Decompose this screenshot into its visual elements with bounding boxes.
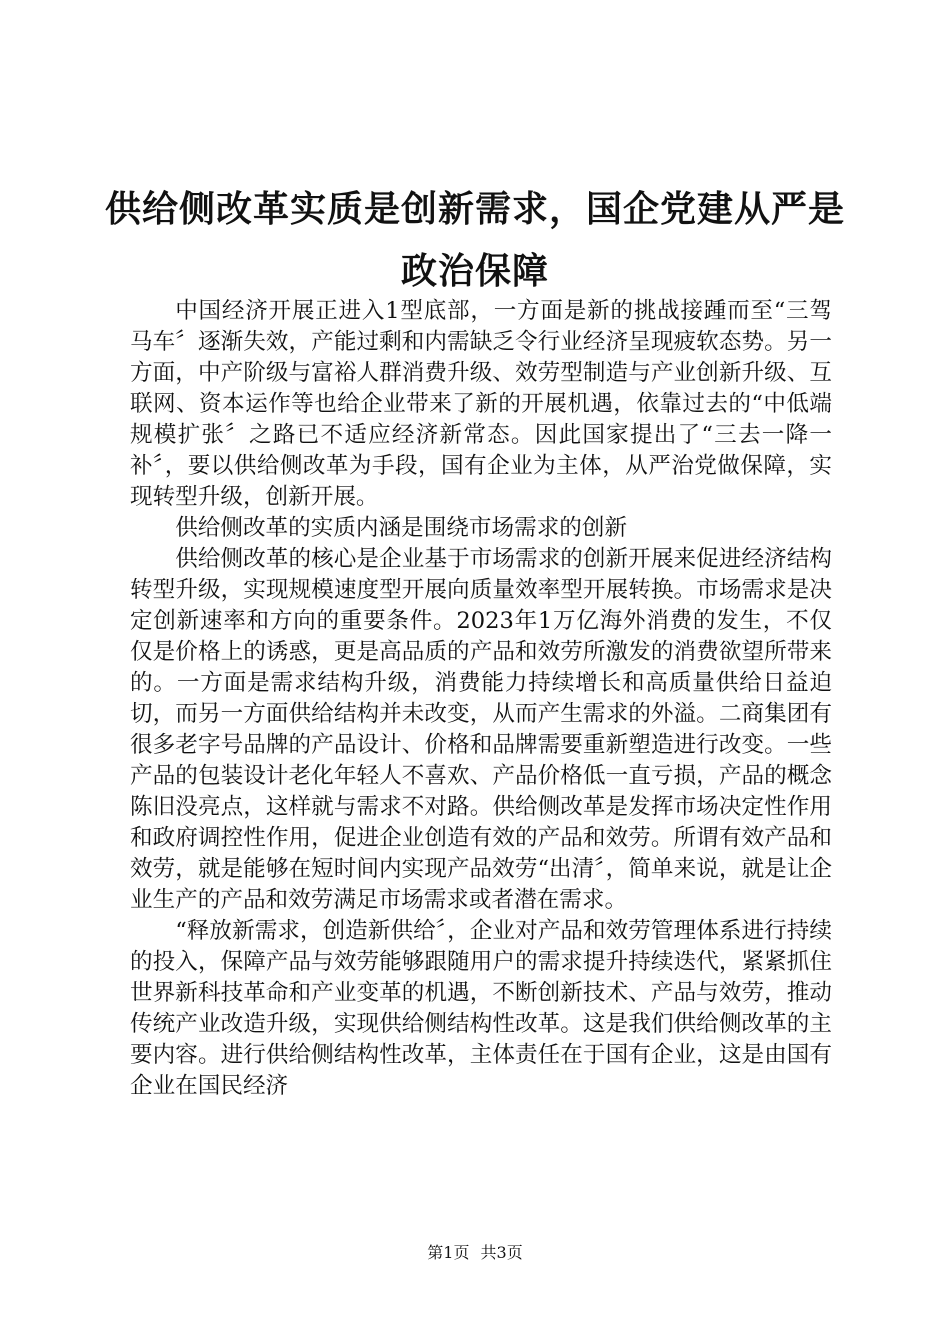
- paragraph-core: 供给侧改革的核心是企业基于市场需求的创新开展来促进经济结构转型升级，实现规模速度型开展向质量效率型开展转换。市场需求是决定创新速率和方向的重要条件。2023年1万亿海外消费的发生，不仅仅是价格上的诱惑，更是高品质的产品和效劳所激发的消费欲望所带来的。一方面是需求结构升级，消费能力持续增长和高质量供给日益迫切，而另一方面供给结构并未改变，从而产生需求的外溢。二商集团有很多老字号品牌的产品设计、价格和品牌需要重新塑造进行改变。一些产品的包装设计老化年轻人不喜欢、产品价格低一直亏损，产品的概念陈旧没亮点，这样就与需求不对路。供给侧改革是发挥市场决定性作用和政府调控性作用，促进企业创造有效的产品和效劳。所谓有效产品和效劳，就是能够在短时间内实现产品效劳“出清〞，简单来说，就是让企业生产的产品和效劳满足市场需求或者潜在需求。: [130, 546, 832, 913]
- page-total: 共3页: [480, 1243, 523, 1262]
- paragraph-supply: “释放新需求，创造新供给〞，企业对产品和效劳管理体系进行持续的投入，保障产品与效劳能够跟随用户的需求提升持续迭代，紧紧抓住世界新科技革命和产业变革的机遇，不断创新技术、产品与效劳，推动传统产业改造升级，实现供给侧结构性改革。这是我们供给侧改革的主要内容。进行供给侧结构性改革，主体责任在于国有企业，这是由国有企业在国民经济: [130, 918, 832, 1099]
- page-footer: [0, 1243, 950, 1263]
- section-heading: 供给侧改革的实质内涵是围绕市场需求的创新: [175, 515, 628, 541]
- paragraph-intro: 中国经济开展正进入1型底部，一方面是新的挑战接踵而至“三驾马车〞逐渐失效，产能过剩和内需缺乏令行业经济呈现疲软态势。另一方面，中产阶级与富裕人群消费升级、效劳型制造与产业创新升级、互联网、资本运作等也给企业带来了新的开展机遇，依靠过去的“中低端规模扩张〞之路已不适应经济新常态。因此国家提出了“三去一降一补〞，要以供给侧改革为手段，国有企业为主体，从严治党做保障，实现转型升级，创新开展。: [130, 298, 832, 510]
- document-body: [130, 296, 832, 1102]
- page-title: 供给侧改革实质是创新需求，国企党建从严是政治保障: [104, 188, 845, 292]
- page-number: 第1页: [427, 1243, 470, 1262]
